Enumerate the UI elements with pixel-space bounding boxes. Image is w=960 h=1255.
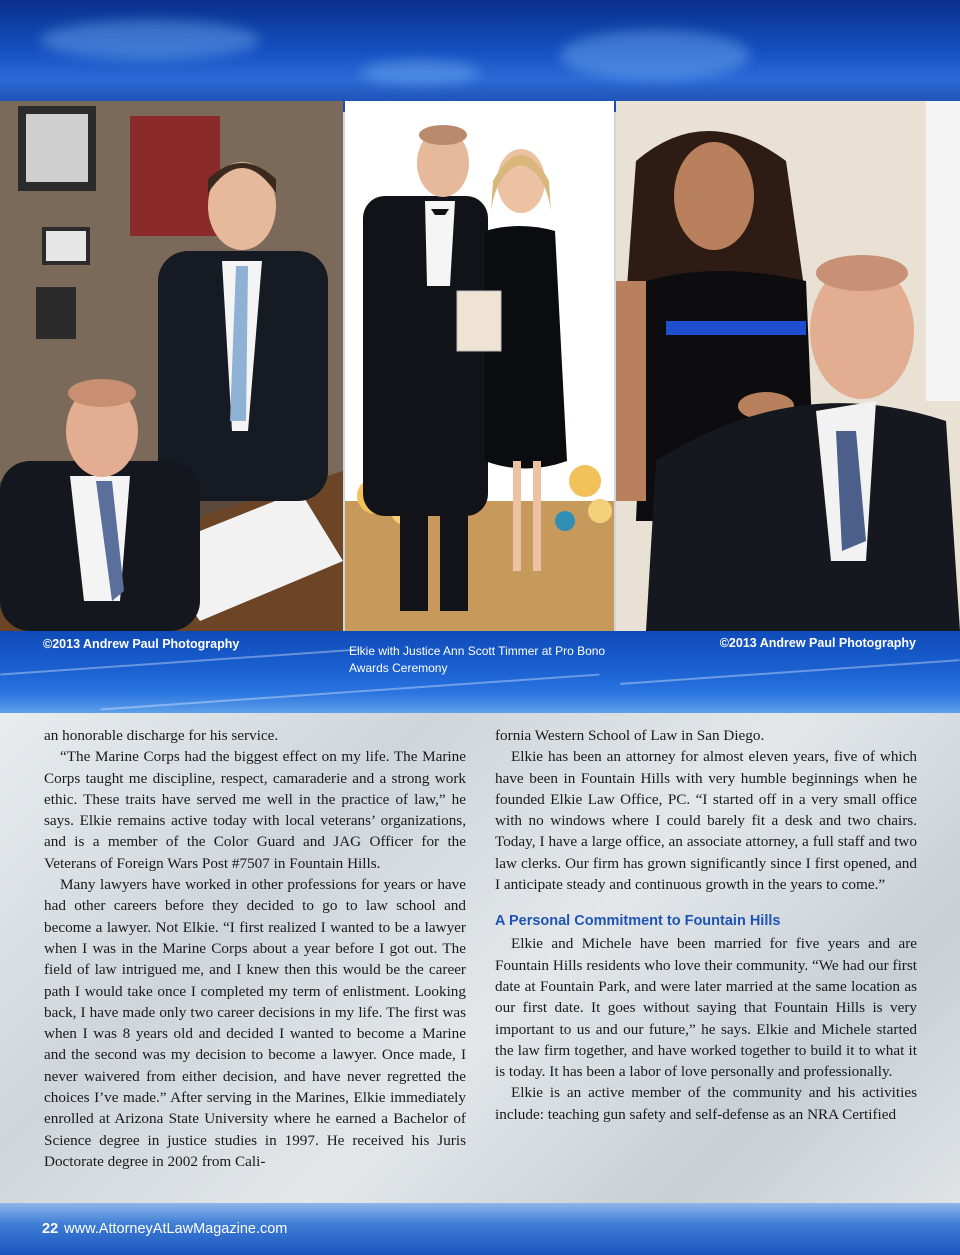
- paragraph: Elkie is an active member of the community and his activities include: teaching gun safety and self-defense as an NRA Certified: [495, 1084, 917, 1123]
- article-left-column: [44, 725, 466, 1172]
- paragraph: fornia Western School of Law in San Diego.: [495, 727, 765, 744]
- page-footer: [0, 1203, 960, 1255]
- photo-credit-left: ©2013 Andrew Paul Photography: [43, 637, 240, 651]
- article-right-column: [495, 725, 917, 1125]
- section-heading: A Personal Commitment to Fountain Hills: [495, 913, 781, 930]
- photo-caption: Elkie with Justice Ann Scott Timmer at Pro Bono Awards Ceremony: [349, 644, 606, 675]
- paragraph: “The Marine Corps had the biggest effect on my life. The Marine Corps taught me discipline, respect, camaraderie and a strong work ethic. These traits have served me well in the practice of law,” he says. Elkie remains active today with local veterans’ organizations, and is a member of the Color Guard and JAG Officer for the Veterans of Foreign Wars Post #7507 in Fountain Hills.: [44, 748, 466, 872]
- caption-band: [0, 631, 960, 713]
- paragraph: Many lawyers have worked in other professions for years or have had other careers before they decided to go to law school and become a lawyer. Not Elkie. “I first realized I wanted to be a lawyer when I was in the Marine Corps about a year before I got out. The field of law intrigued me, and I knew then this would be the career path I would take once I completed my term of enlistment. Looking back, I have made only two career decisions in my life. The first was when I was 8 years old and decided I wanted to become a Marine and the second was my decision to become a lawyer. Once made, I never waivered from either decision, and have never regretted the choices I’ve made.” After serving in the Marines, Elkie immediately enrolled at Arizona State University where he earned a Bachelor of Science degree in justice studies in 1997. He received his Juris Doctorate degree in 2002 from Cali-: [44, 876, 466, 1170]
- photo-strip: [0, 101, 960, 631]
- paragraph: Elkie has been an attorney for almost eleven years, five of which have been in Fountain Hills with very humble beginnings when he founded Elkie Law Office, PC. “I started off in a very small office with no windows where I could barely fit a desk and two chairs. Today, I have a large office, an associate attorney, a full staff and two law clerks. Our firm has grown significantly since I first opened, and I anticipate steady and continuous growth in the years to come.”: [495, 748, 917, 894]
- paragraph: Elkie and Michele have been married for five years and are Fountain Hills residents who love their community. “We had our first date at Fountain Park, and were later married at the same location as our first date. It goes without saying that Fountain Hills is very important to us and our future,” he says. Elkie and Michele started the law firm together, and have worked together to build it to what it is today. It has been a labor of love personally and professionally.: [495, 935, 917, 1081]
- article-body: [0, 713, 960, 1203]
- paragraph: an honorable discharge for his service.: [44, 727, 279, 744]
- photo-credit-right: ©2013 Andrew Paul Photography: [719, 636, 916, 650]
- top-banner: [0, 0, 960, 112]
- award-ceremony-photo: [345, 101, 614, 631]
- magazine-url[interactable]: www.AttorneyAtLawMagazine.com: [64, 1221, 288, 1237]
- couple-portrait-photo: [616, 101, 960, 631]
- office-photo: [0, 101, 343, 631]
- page-number: 22: [42, 1221, 59, 1237]
